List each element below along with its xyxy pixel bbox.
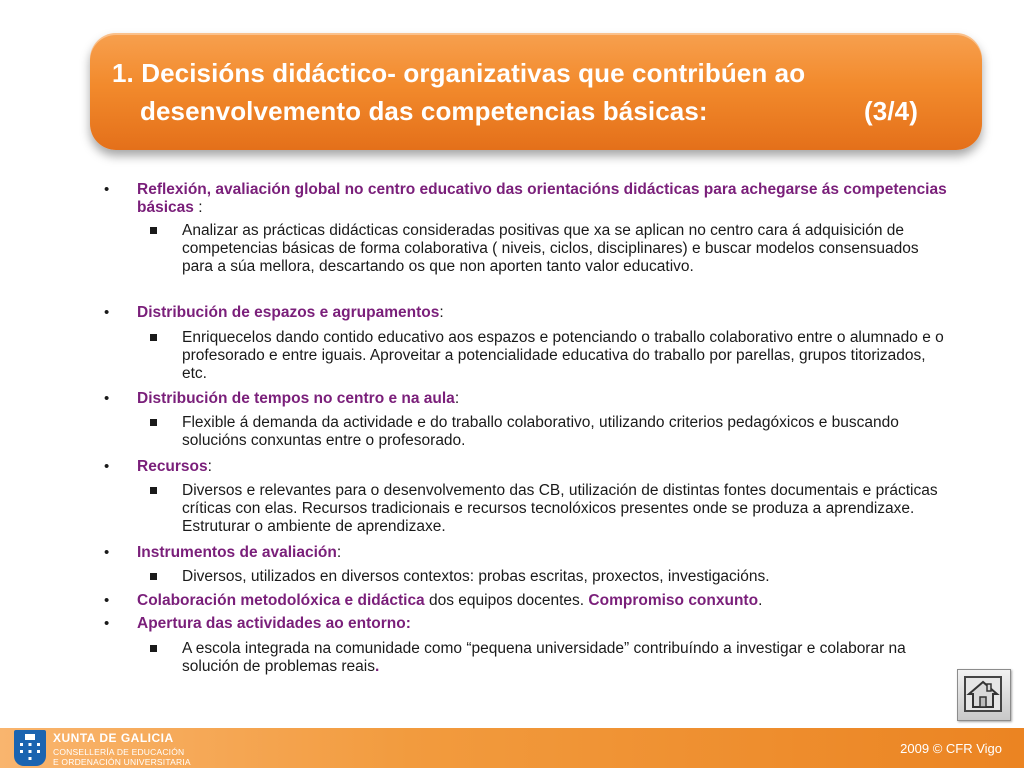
bullet-heading: Colaboración metodolóxica e didáctica	[137, 592, 425, 609]
bullet-colaboracion	[104, 592, 947, 610]
bullet-dot-icon: •	[104, 615, 110, 632]
sub-bullet-flexible	[182, 414, 952, 450]
bullet-heading-2: Compromiso conxunto	[588, 592, 759, 609]
home-button-frame	[964, 676, 1002, 712]
sub-bullet-diversos-utilizados	[182, 568, 952, 586]
bullet-suffix: :	[439, 304, 444, 321]
title-banner	[90, 33, 982, 150]
sub-bullet-text: Enriquecelos dando contido educativo aos espazos e potenciando o traballo colaborativo entre o alumnado e o profesorado e entre iguais. Aproveitar a potencialidade educativa do traballo por parellas, grupos titorizados, etc.	[182, 329, 944, 382]
sub-bullet-analizar	[182, 222, 952, 276]
bullet-dot-icon: •	[104, 181, 110, 198]
slide-title-line1: 1. Decisións didáctico- organizativas que contribúen ao	[112, 58, 806, 88]
bullet-middle: dos equipos docentes.	[424, 592, 589, 609]
xunta-shield-icon	[14, 730, 46, 766]
bullet-heading: Distribución de espazos e agrupamentos	[137, 304, 440, 321]
sub-bullet-text: Diversos e relevantes para o desenvolvemento das CB, utilización de distintas fontes documentais e prácticas críticas con elas. Recursos tradicionais e recursos tecnolóxicos presentes onde se produza a aprendizaxe. Estruturar o ambiente de aprendizaxe.	[182, 482, 938, 535]
sub-bullet-text: A escola integrada na comunidade como “pequena universidade” contribuíndo a investigar e colaborar na solución de problemas reais	[182, 640, 906, 675]
bullet-suffix: :	[454, 390, 460, 407]
sub-bullet-diversos-relevantes	[182, 482, 952, 536]
bullet-heading: Instrumentos de avaliación	[137, 544, 337, 561]
slide-page-indicator: (3/4)	[864, 96, 918, 126]
bullet-heading: Distribución de tempos no centro e na aula	[137, 390, 455, 407]
bullet-heading: Reflexión, avaliación global no centro educativo das orientacións didácticas para achegarse ás competencias básicas	[137, 181, 947, 216]
bullet-tempos	[104, 390, 947, 408]
square-bullet-icon	[150, 334, 157, 341]
footer-org-name: XUNTA DE GALICIA	[53, 731, 174, 745]
square-bullet-icon	[150, 227, 157, 234]
home-icon	[966, 678, 1000, 710]
footer-dept-line1: CONSELLERÍA DE EDUCACIÓN	[53, 747, 185, 757]
bullet-reflexion	[104, 181, 947, 217]
bullet-dot-icon: •	[104, 304, 110, 321]
bullet-heading: Apertura das actividades ao entorno:	[137, 615, 411, 632]
sub-bullet-text: Analizar as prácticas didácticas consideradas positivas que xa se aplican no centro cara á adquisición de competencias básicas de forma colaborativa ( niveis, ciclos, disciplinares) e buscar modelos consensuados para a súa mellora, descartando os que non aporten tanto valor educativo.	[182, 222, 919, 275]
sub-bullet-text: Flexible á demanda da actividade e do traballo colaborativo, utilizando criterios pedagóxicos e buscando solucións conxuntas entre o profesorado.	[182, 414, 899, 449]
sub-bullet-enriquecelos	[182, 329, 952, 383]
bullet-suffix: :	[336, 544, 342, 561]
bullet-suffix: :	[207, 458, 212, 475]
sub-bullet-end: .	[375, 658, 380, 675]
shield-emblem-icon	[14, 730, 46, 766]
bullet-dot-icon: •	[104, 544, 110, 561]
bullet-dot-icon: •	[104, 458, 110, 475]
bullet-suffix: .	[758, 592, 763, 609]
bullet-dot-icon: •	[104, 592, 110, 609]
footer-dept-line2: E ORDENACIÓN UNIVERSITARIA	[53, 757, 191, 767]
bullet-espazos	[104, 304, 947, 322]
square-bullet-icon	[150, 645, 157, 652]
bullet-dot-icon: •	[104, 390, 110, 407]
bullet-suffix: :	[193, 199, 203, 216]
slide-title-line2: desenvolvemento das competencias básicas:	[140, 96, 708, 126]
square-bullet-icon	[150, 419, 157, 426]
bullet-recursos	[104, 458, 947, 476]
bullet-apertura	[104, 615, 947, 633]
square-bullet-icon	[150, 487, 157, 494]
footer-copyright: 2009 © CFR Vigo	[900, 741, 1002, 756]
home-button[interactable]	[957, 669, 1011, 721]
bullet-heading: Recursos	[137, 458, 208, 475]
square-bullet-icon	[150, 573, 157, 580]
sub-bullet-text: Diversos, utilizados en diversos contextos: probas escritas, proxectos, investigacións.	[182, 568, 770, 585]
bullet-instrumentos	[104, 544, 947, 562]
sub-bullet-escola	[182, 640, 952, 676]
